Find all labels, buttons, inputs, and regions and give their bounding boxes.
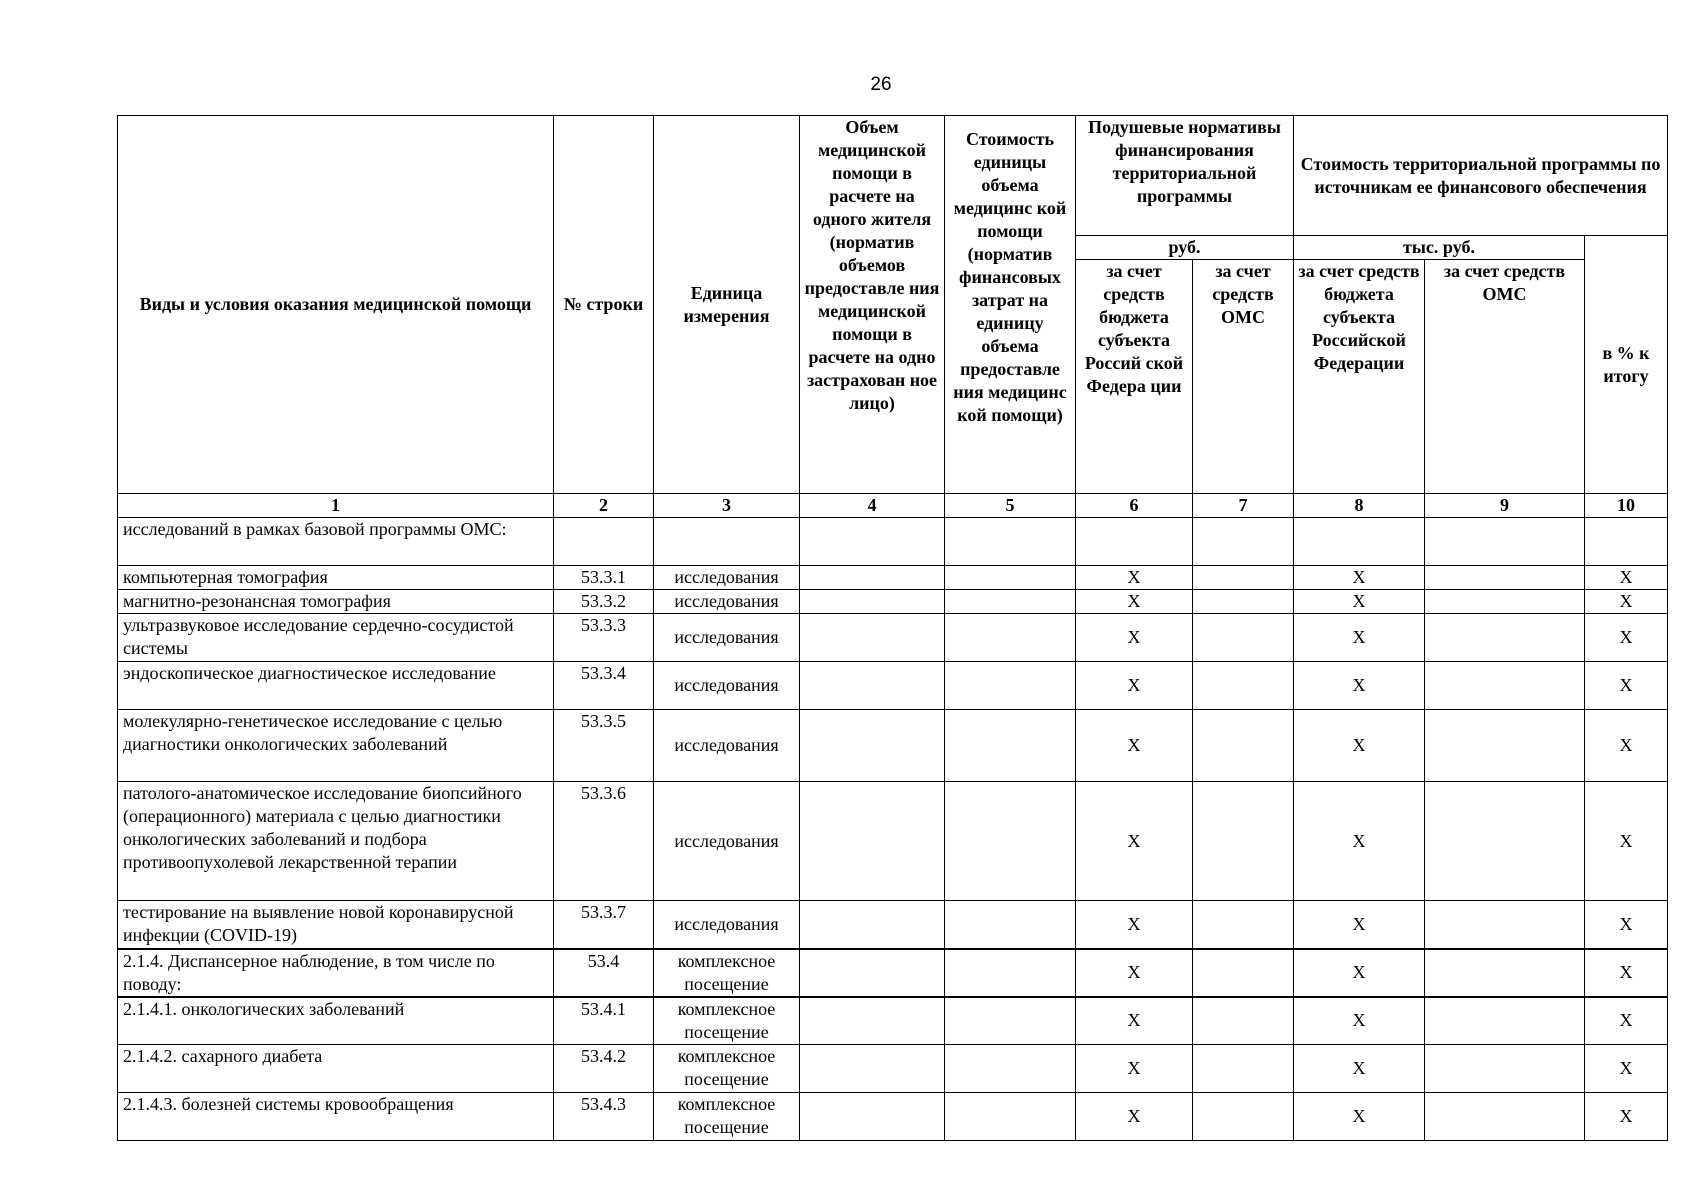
header-budget-percapita: за счет средств бюджета субъекта Россий ской Федера ции [1076, 260, 1193, 494]
row-unit: исследования [654, 662, 800, 710]
column-number: 2 [554, 494, 654, 518]
row-number: 53.3.5 [554, 710, 654, 782]
column-number: 7 [1193, 494, 1294, 518]
row-number: 53.3.6 [554, 782, 654, 901]
row-number: 53.3.3 [554, 614, 654, 662]
row-unit [654, 518, 800, 566]
row-budget-percapita: X [1076, 710, 1193, 782]
header-per-capita-group: Подушевые нормативы финансирования территориальной программы [1076, 116, 1294, 236]
table-row [118, 1045, 1668, 1093]
row-name: 2.1.4. Диспансерное наблюдение, в том числе по поводу: [118, 949, 554, 997]
row-budget-percapita: X [1076, 590, 1193, 614]
row-budget-percapita: X [1076, 662, 1193, 710]
row-name: компьютерная томография [118, 566, 554, 590]
column-number: 8 [1294, 494, 1425, 518]
row-name: исследований в рамках базовой программы ОМС: [118, 518, 554, 566]
header-unit-rub: руб. [1076, 236, 1294, 260]
row-budget-cost [1294, 518, 1425, 566]
row-budget-cost: X [1294, 782, 1425, 901]
row-budget-percapita: X [1076, 997, 1193, 1045]
row-budget-cost: X [1294, 590, 1425, 614]
row-budget-percapita [1076, 518, 1193, 566]
row-number: 53.3.7 [554, 901, 654, 949]
row-percent: X [1585, 1093, 1668, 1141]
row-budget-cost: X [1294, 566, 1425, 590]
table-row [118, 782, 1668, 901]
row-budget-percapita: X [1076, 1093, 1193, 1141]
row-number: 53.4.3 [554, 1093, 654, 1141]
column-number: 10 [1585, 494, 1668, 518]
row-budget-percapita: X [1076, 949, 1193, 997]
row-name: 2.1.4.3. болезней системы кровообращения [118, 1093, 554, 1141]
row-budget-cost: X [1294, 949, 1425, 997]
table-row [118, 566, 1668, 590]
row-unit: исследования [654, 901, 800, 949]
table-row [118, 614, 1668, 662]
row-budget-percapita: X [1076, 782, 1193, 901]
row-percent: X [1585, 949, 1668, 997]
row-budget-cost: X [1294, 1093, 1425, 1141]
row-unit: комплексное посещение [654, 1045, 800, 1093]
table-row [118, 518, 1668, 566]
header-volume: Объем медицинской помощи в расчете на одного жителя (норматив объемов предоставле ния медицинской помощи в расчете на одно застрахован ное лицо) [800, 116, 945, 494]
row-number: 53.4.1 [554, 997, 654, 1045]
table-row [118, 662, 1668, 710]
table-row [118, 901, 1668, 949]
row-percent: X [1585, 662, 1668, 710]
row-unit: комплексное посещение [654, 1093, 800, 1141]
row-percent: X [1585, 566, 1668, 590]
row-budget-percapita: X [1076, 614, 1193, 662]
row-percent: X [1585, 590, 1668, 614]
table-row [118, 590, 1668, 614]
header-unit-thousand-rub: тыс. руб. [1294, 236, 1585, 260]
row-budget-cost: X [1294, 1045, 1425, 1093]
table-row [118, 949, 1668, 997]
row-budget-percapita: X [1076, 901, 1193, 949]
row-unit: исследования [654, 566, 800, 590]
row-number: 53.4.2 [554, 1045, 654, 1093]
header-program-cost-group: Стоимость территориальной программы по источникам ее финансового обеспечения [1294, 116, 1668, 236]
row-unit: комплексное посещение [654, 997, 800, 1045]
column-number: 1 [118, 494, 554, 518]
row-name: патолого-анатомическое исследование биопсийного (операционного) материала с целью диагностики онкологических заболеваний и подбора противоопухолевой лекарственной терапии [118, 782, 554, 901]
header-oms-cost: за счет средств ОМС [1425, 260, 1585, 494]
row-number: 53.3.2 [554, 590, 654, 614]
page-number: 26 [870, 74, 892, 95]
row-budget-cost: X [1294, 710, 1425, 782]
header-unit: Единица измерения [654, 116, 800, 494]
row-percent: X [1585, 901, 1668, 949]
row-percent: X [1585, 997, 1668, 1045]
row-budget-percapita: X [1076, 566, 1193, 590]
row-budget-cost: X [1294, 997, 1425, 1045]
row-unit: исследования [654, 710, 800, 782]
row-unit: исследования [654, 782, 800, 901]
column-number: 5 [945, 494, 1076, 518]
row-unit: исследования [654, 614, 800, 662]
row-name: молекулярно-генетическое исследование с целью диагностики онкологических заболеваний [118, 710, 554, 782]
column-number: 4 [800, 494, 945, 518]
header-oms-percapita: за счет средств ОМС [1193, 260, 1294, 494]
program-cost-table [117, 115, 1668, 1141]
row-name: тестирование на выявление новой коронавирусной инфекции (COVID-19) [118, 901, 554, 949]
row-budget-cost: X [1294, 614, 1425, 662]
row-number: 53.3.1 [554, 566, 654, 590]
header-unit-cost: Стоимость единицы объема медицинс кой помощи (норматив финансовых затрат на единицу объема предоставле ния медицинс кой помощи) [945, 116, 1076, 494]
header-care-types: Виды и условия оказания медицинской помощи [118, 116, 554, 494]
table-row [118, 710, 1668, 782]
row-number: 53.4 [554, 949, 654, 997]
header-row-number: № строки [554, 116, 654, 494]
row-number: 53.3.4 [554, 662, 654, 710]
row-name: магнитно-резонансная томография [118, 590, 554, 614]
header-budget-cost: за счет средств бюджета субъекта Российской Федерации [1294, 260, 1425, 494]
table-row [118, 1093, 1668, 1141]
row-percent: X [1585, 710, 1668, 782]
table-row [118, 997, 1668, 1045]
column-number: 6 [1076, 494, 1193, 518]
row-unit: исследования [654, 590, 800, 614]
row-budget-cost: X [1294, 901, 1425, 949]
row-unit: комплексное посещение [654, 949, 800, 997]
row-name: ультразвуковое исследование сердечно-сосудистой системы [118, 614, 554, 662]
row-name: 2.1.4.1. онкологических заболеваний [118, 997, 554, 1045]
row-percent: X [1585, 614, 1668, 662]
row-budget-percapita: X [1076, 1045, 1193, 1093]
row-number [554, 518, 654, 566]
column-number: 3 [654, 494, 800, 518]
column-number: 9 [1425, 494, 1585, 518]
row-percent [1585, 518, 1668, 566]
row-name: эндоскопическое диагностическое исследование [118, 662, 554, 710]
header-percent-of-total: в % к итогу [1585, 236, 1668, 494]
row-name: 2.1.4.2. сахарного диабета [118, 1045, 554, 1093]
row-percent: X [1585, 1045, 1668, 1093]
row-budget-cost: X [1294, 662, 1425, 710]
row-percent: X [1585, 782, 1668, 901]
